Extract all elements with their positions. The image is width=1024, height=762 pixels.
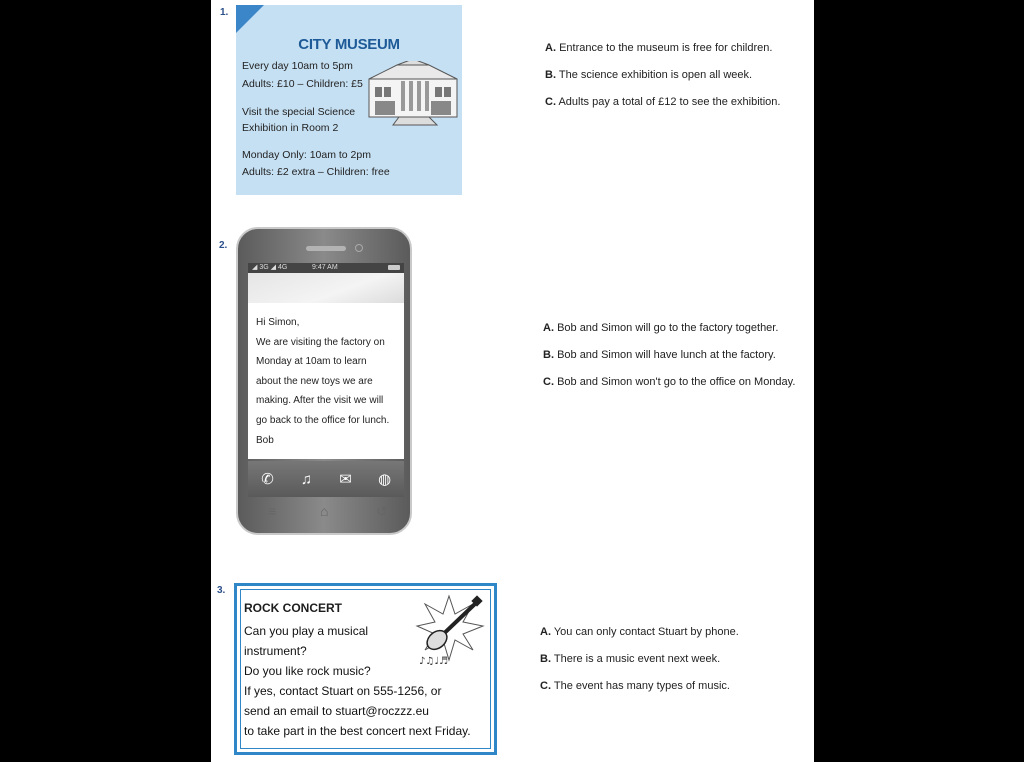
corner-flag-icon [236, 5, 264, 33]
museum-visit-line1: Visit the special Science [242, 106, 356, 118]
option-a[interactable]: A. Entrance to the museum is free for children. [545, 42, 773, 54]
battery-icon [388, 265, 400, 270]
option-b[interactable]: B. There is a music event next week. [540, 653, 721, 665]
museum-visit-line2: Exhibition in Room 2 [242, 122, 339, 134]
phone-icon: ✆ [261, 471, 274, 488]
options-question-2 [543, 315, 795, 396]
mail-icon: ✉ [339, 471, 352, 488]
signal-icon: ◢ 3G ◢ 4G [252, 264, 288, 271]
home-icon: ⌂ [320, 503, 329, 519]
option-c[interactable]: C. The event has many types of music. [540, 680, 730, 692]
phone-nav-bar [248, 501, 404, 523]
options-question-1 [545, 35, 780, 116]
globe-icon: ◍ [377, 471, 392, 488]
question-number-2: 2. [219, 240, 228, 251]
option-c[interactable]: C. Adults pay a total of £12 to see the exhibition. [545, 96, 781, 108]
rock-concert-notice [234, 583, 497, 755]
museum-prices: Adults: £10 – Children: £5 [242, 78, 363, 90]
option-a[interactable]: A. Bob and Simon will go to the factory together. [543, 322, 779, 334]
text-message: Hi Simon, We are visiting the factory on Monday at 10am to learn about the new toys we are making. After the visit we will go back to the office for lunch. Bob [256, 317, 390, 446]
question-number-3: 3. [217, 585, 226, 596]
option-b[interactable]: B. The science exhibition is open all week. [545, 69, 753, 81]
museum-hours: Every day 10am to 5pm [242, 60, 353, 72]
back-icon: ↺ [376, 503, 388, 519]
phone-screen [248, 273, 404, 459]
concert-text: Can you play a musical instrument? Do you like rock music? If yes, contact Stuart on 555-1256, or send an email to stuart@roczzz.eu to take part in the best concert next Friday. [244, 624, 471, 738]
concert-title: ROCK CONCERT [244, 601, 342, 615]
speaker-grille [306, 246, 346, 251]
museum-building-icon [367, 61, 459, 127]
city-museum-notice [236, 5, 462, 195]
status-time: 9:47 AM [312, 264, 338, 271]
electric-guitar-icon [413, 594, 485, 666]
svg-text:♪♫♩♬: ♪♫♩♬ [419, 656, 449, 666]
question-number-1: 1. [220, 7, 229, 18]
camera-icon [355, 244, 363, 252]
option-c[interactable]: C. Bob and Simon won't go to the office on Monday. [543, 376, 796, 388]
museum-monday-prices: Adults: £2 extra – Children: free [242, 166, 390, 178]
app-dock [248, 461, 404, 497]
smartphone-illustration [236, 227, 412, 535]
music-icon: ♫ [300, 470, 313, 488]
museum-title: CITY MUSEUM [298, 36, 400, 53]
option-a[interactable]: A. You can only contact Stuart by phone. [540, 626, 739, 638]
phone-status-bar [248, 263, 404, 273]
menu-icon: ≡ [268, 503, 277, 519]
museum-monday-hours: Monday Only: 10am to 2pm [242, 149, 371, 161]
option-b[interactable]: B. Bob and Simon will have lunch at the factory. [543, 349, 776, 361]
options-question-3 [540, 619, 739, 700]
